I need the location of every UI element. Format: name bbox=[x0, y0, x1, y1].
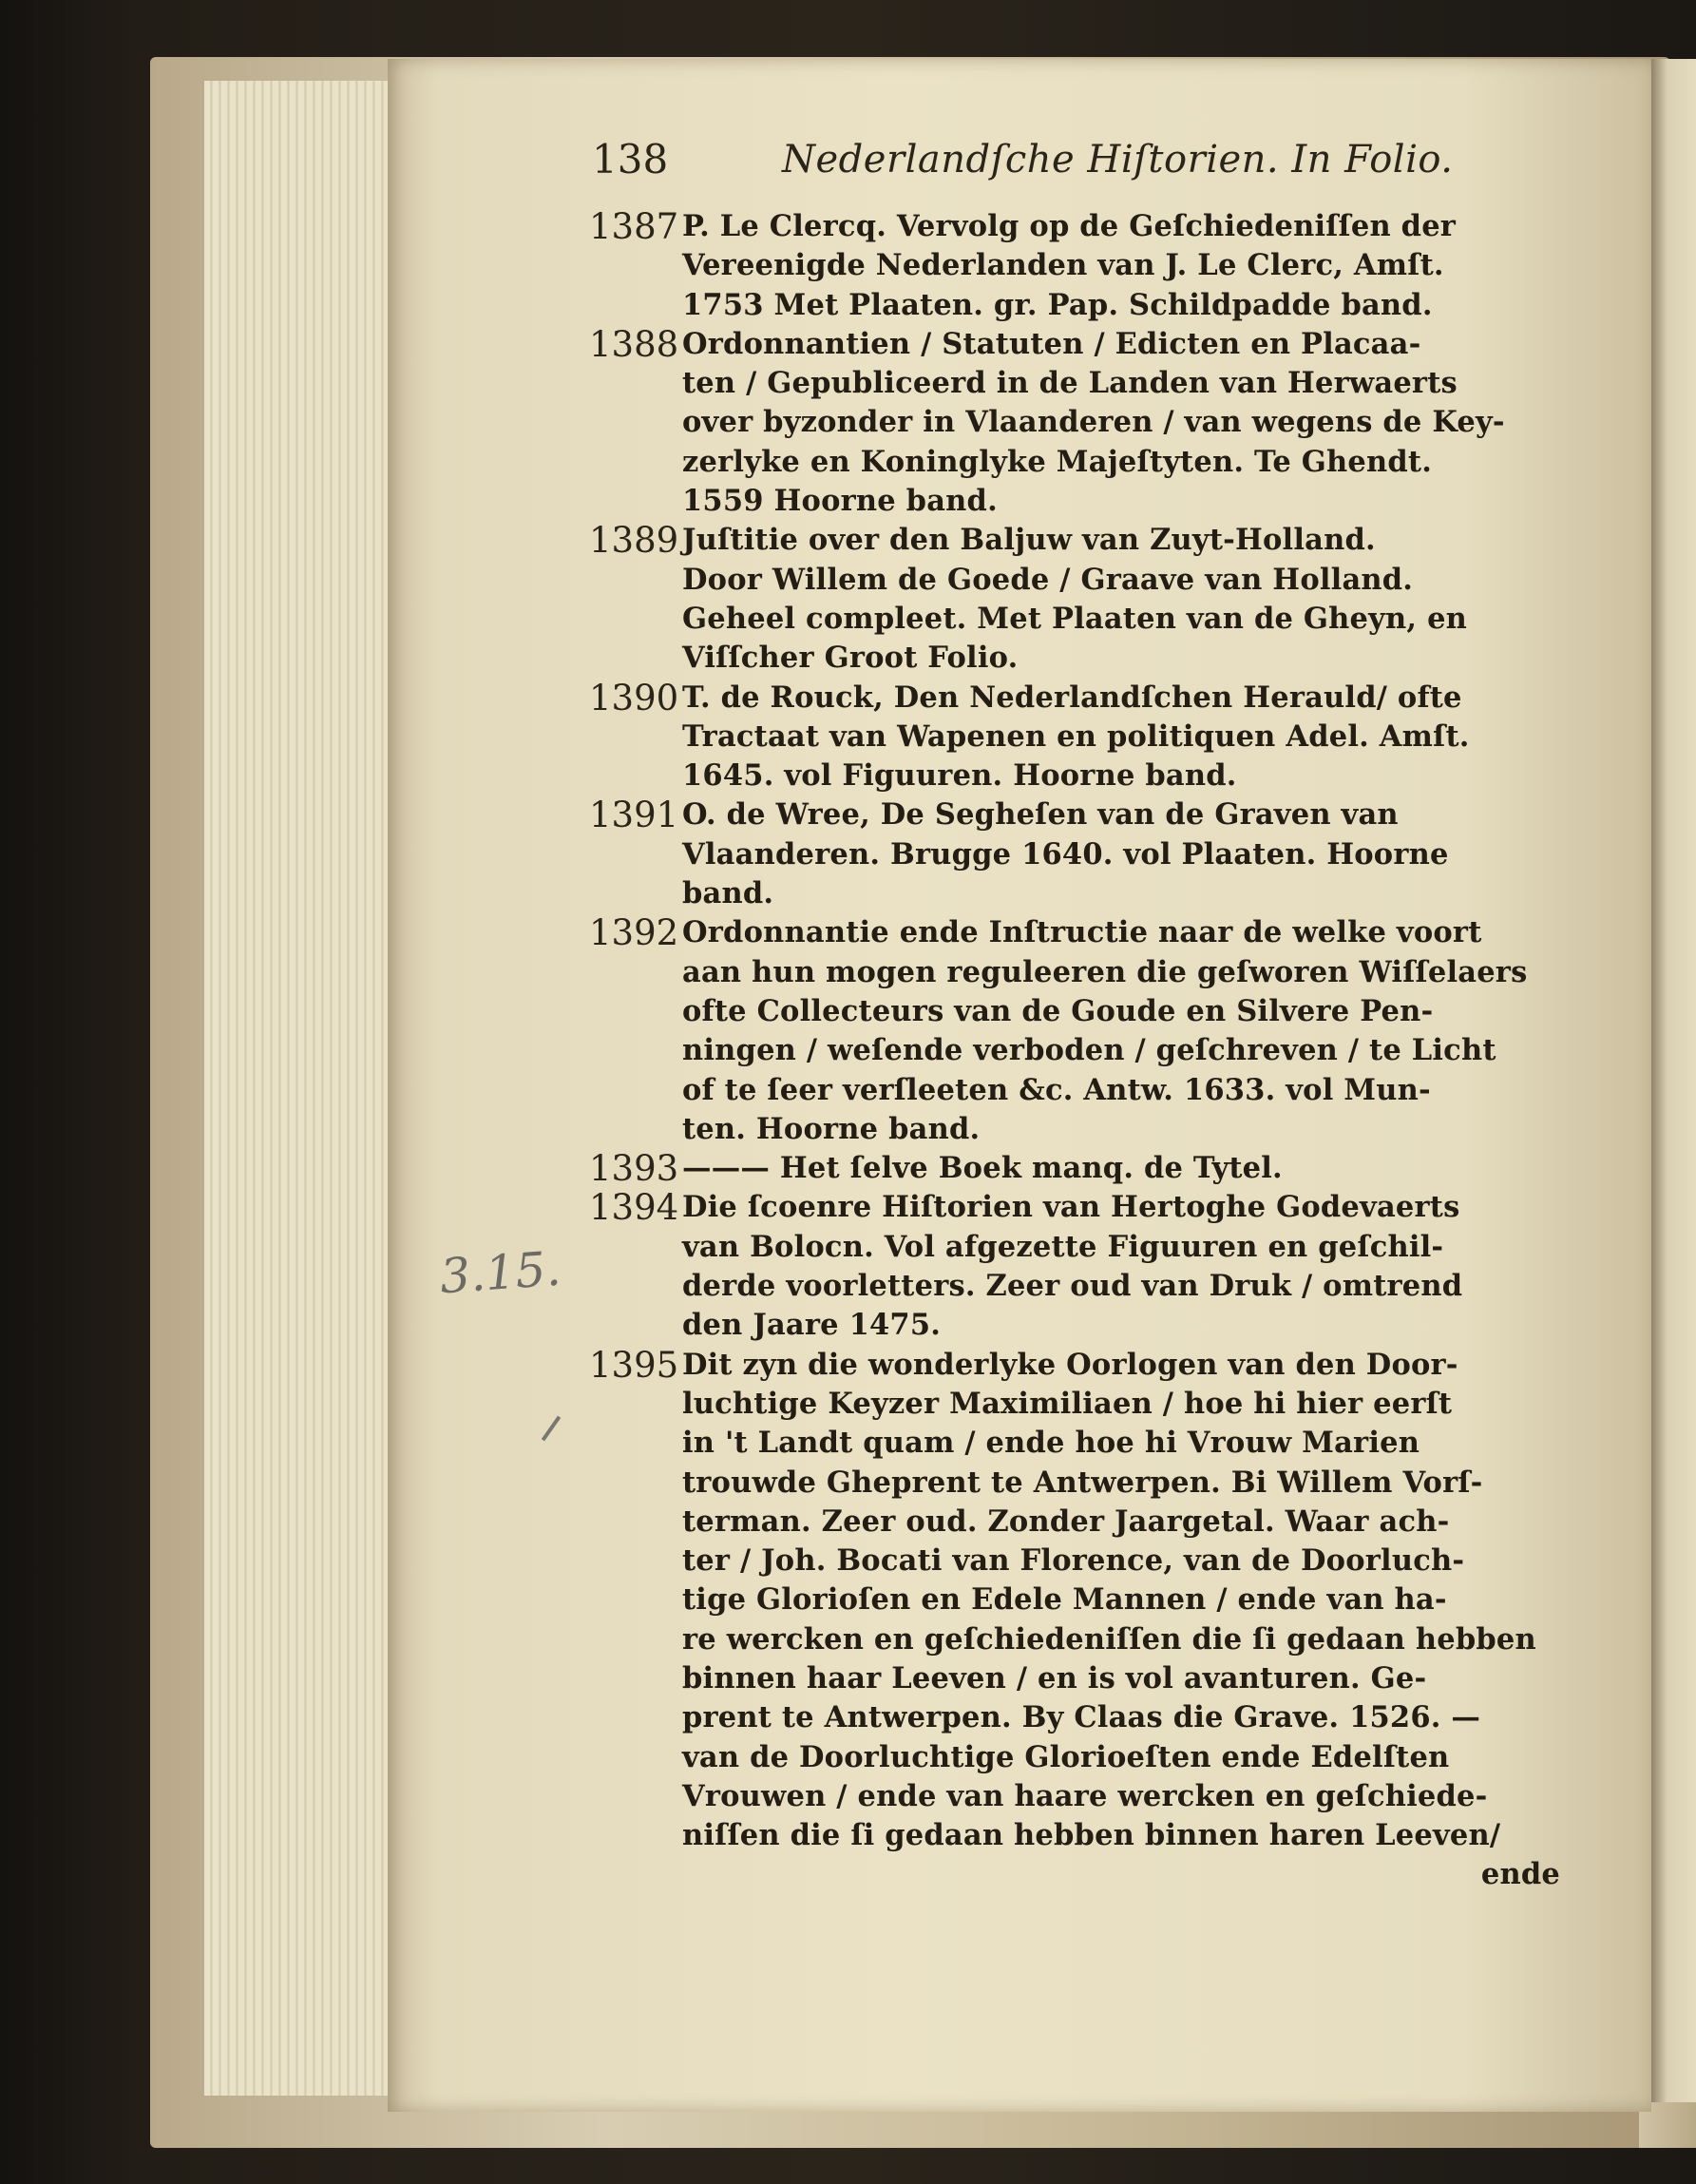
catalogue-entry bbox=[589, 1346, 1560, 1856]
entry-text-line: 1753 Met Plaaten. gr. Pap. Schildpadde band. bbox=[682, 287, 1433, 322]
lot-number: 1393 bbox=[589, 1148, 679, 1190]
lot-number: 1388 bbox=[589, 323, 679, 365]
entry-text-line: ten. Hoorne band. bbox=[682, 1111, 981, 1146]
entry-text-line: band. bbox=[682, 876, 774, 911]
facing-page-edge bbox=[1651, 59, 1696, 2102]
entry-text-line: Dit zyn die wonderlyke Oorlogen van den Door- bbox=[682, 1347, 1458, 1382]
entry-text-line: ——— Het ſelve Boek manq. de Tytel. bbox=[682, 1151, 1283, 1186]
entry-text-line: luchtige Keyzer Maximiliaen / hoe hi hier eerſt bbox=[682, 1386, 1453, 1421]
catalogue-entry bbox=[589, 679, 1560, 796]
entry-text-line: trouwde Gheprent te Antwerpen. Bi Willem Vorſ- bbox=[682, 1465, 1483, 1500]
entry-text-line: ofte Collecteurs van de Goude en Silvere Pen- bbox=[682, 993, 1434, 1028]
lot-number: 1392 bbox=[589, 912, 679, 954]
entry-text-line: P. Le Clercq. Vervolg op de Geſchiedeniſſen der bbox=[682, 209, 1457, 243]
entry-text-line: over byzonder in Vlaanderen / van wegens de Key- bbox=[682, 405, 1505, 440]
lot-number: 1391 bbox=[589, 795, 679, 836]
entry-text-line: niſſen die ſi gedaan hebben binnen haren Leeven/ bbox=[682, 1818, 1501, 1853]
entry-text-line: ten / Gepubliceerd in de Landen van Herwaerts bbox=[682, 366, 1458, 401]
catalogue-entry bbox=[589, 1149, 1560, 1188]
pencil-price-annotation: 3.15. bbox=[438, 1240, 563, 1305]
catalogue-entry bbox=[589, 207, 1560, 325]
lot-number: 1387 bbox=[589, 206, 679, 247]
entry-text-line: terman. Zeer oud. Zonder Jaargetal. Waar ach- bbox=[682, 1504, 1450, 1539]
entry-text-line: 1645. vol Figuuren. Hoorne band. bbox=[682, 758, 1237, 794]
page-header bbox=[592, 135, 1454, 184]
entry-text-line: Vereenigde Nederlanden van J. Le Clerc, Amſt. bbox=[682, 248, 1444, 283]
entry-text-line: den Jaare 1475. bbox=[682, 1308, 942, 1343]
entry-text-line: prent te Antwerpen. By Claas die Grave. 1526. — bbox=[682, 1700, 1481, 1735]
entry-text-line: Tractaat van Wapenen en politiquen Adel. Amſt. bbox=[682, 718, 1470, 754]
entry-text-line: re wercken en geſchiedeniſſen die ſi gedaan hebben bbox=[682, 1621, 1536, 1657]
lot-number: 1394 bbox=[589, 1187, 679, 1229]
catalogue-entry bbox=[589, 795, 1560, 913]
lot-number: 1390 bbox=[589, 677, 679, 718]
entry-text-line: van de Doorluchtige Glorioeſten ende Edelſten bbox=[682, 1739, 1450, 1774]
entry-text-line: van Bolocn. Vol afgezette Figuuren en geſchil- bbox=[682, 1229, 1444, 1264]
entry-text-line: tige Glorioſen en Edele Mannen / ende van ha- bbox=[682, 1582, 1447, 1618]
catchword-row bbox=[589, 1855, 1560, 1894]
catalogue-entries bbox=[589, 207, 1560, 1895]
running-title: Nederlandſche Hiſtorien. In Folio. bbox=[782, 138, 1454, 182]
page-number: 138 bbox=[592, 136, 669, 182]
catalogue-entry bbox=[589, 913, 1560, 1149]
entry-text-line: Vrouwen / ende van haare wercken en geſchiede- bbox=[682, 1778, 1488, 1813]
entry-text-line: derde voorletters. Zeer oud van Druk / omtrend bbox=[682, 1269, 1463, 1304]
entry-text-line: Juſtitie over den Baljuw van Zuyt-Holland. bbox=[682, 523, 1376, 558]
entry-text-line: ter / Joh. Bocati van Florence, van de Doorluch- bbox=[682, 1543, 1465, 1579]
entry-text-line: in 't Landt quam / ende hoe hi Vrouw Marien bbox=[682, 1426, 1420, 1461]
entry-text-line: ningen / weſende verboden / geſchreven / te Licht bbox=[682, 1033, 1496, 1068]
entry-text-line: T. de Rouck, Den Nederlandſchen Herauld/ ofte bbox=[682, 680, 1462, 715]
catalogue-entry bbox=[589, 1188, 1560, 1345]
catalogue-entry bbox=[589, 521, 1560, 678]
entry-text-line: Ordonnantien / Statuten / Edicten en Placaa- bbox=[682, 326, 1421, 361]
entry-text-line: Geheel compleet. Met Plaaten van de Gheyn, en bbox=[682, 601, 1468, 636]
lot-number: 1389 bbox=[589, 520, 679, 562]
entry-text-line: binnen haar Leeven / en is vol avanturen. Ge- bbox=[682, 1660, 1427, 1695]
entry-text-line: aan hun mogen reguleeren die geſworen Wiſſelaers bbox=[682, 954, 1528, 989]
entry-text-line: zerlyke en Koninglyke Majeſtyten. Te Ghendt. bbox=[682, 444, 1433, 479]
entry-text-line: Door Willem de Goede / Graave van Holland. bbox=[682, 562, 1414, 597]
catalogue-entry bbox=[589, 325, 1560, 521]
page-edges bbox=[204, 81, 396, 2096]
entry-text-line: of te ſeer verſleeten &c. Antw. 1633. vol Mun- bbox=[682, 1072, 1431, 1107]
entry-text-line: Viſſcher Groot Folio. bbox=[682, 641, 1019, 676]
entry-text-line: Ordonnantie ende Inſtructie naar de welke voort bbox=[682, 915, 1482, 950]
entry-text-line: 1559 Hoorne band. bbox=[682, 484, 998, 519]
entry-text-line: Vlaanderen. Brugge 1640. vol Plaaten. Hoorne bbox=[682, 836, 1449, 872]
entry-text-line: Die ſcoenre Hiſtorien van Hertoghe Godevaerts bbox=[682, 1190, 1460, 1225]
lot-number: 1395 bbox=[589, 1344, 679, 1386]
catchword: ende bbox=[1480, 1857, 1560, 1892]
entry-text-line: O. de Wree, De Segheſen van de Graven van bbox=[682, 797, 1399, 833]
